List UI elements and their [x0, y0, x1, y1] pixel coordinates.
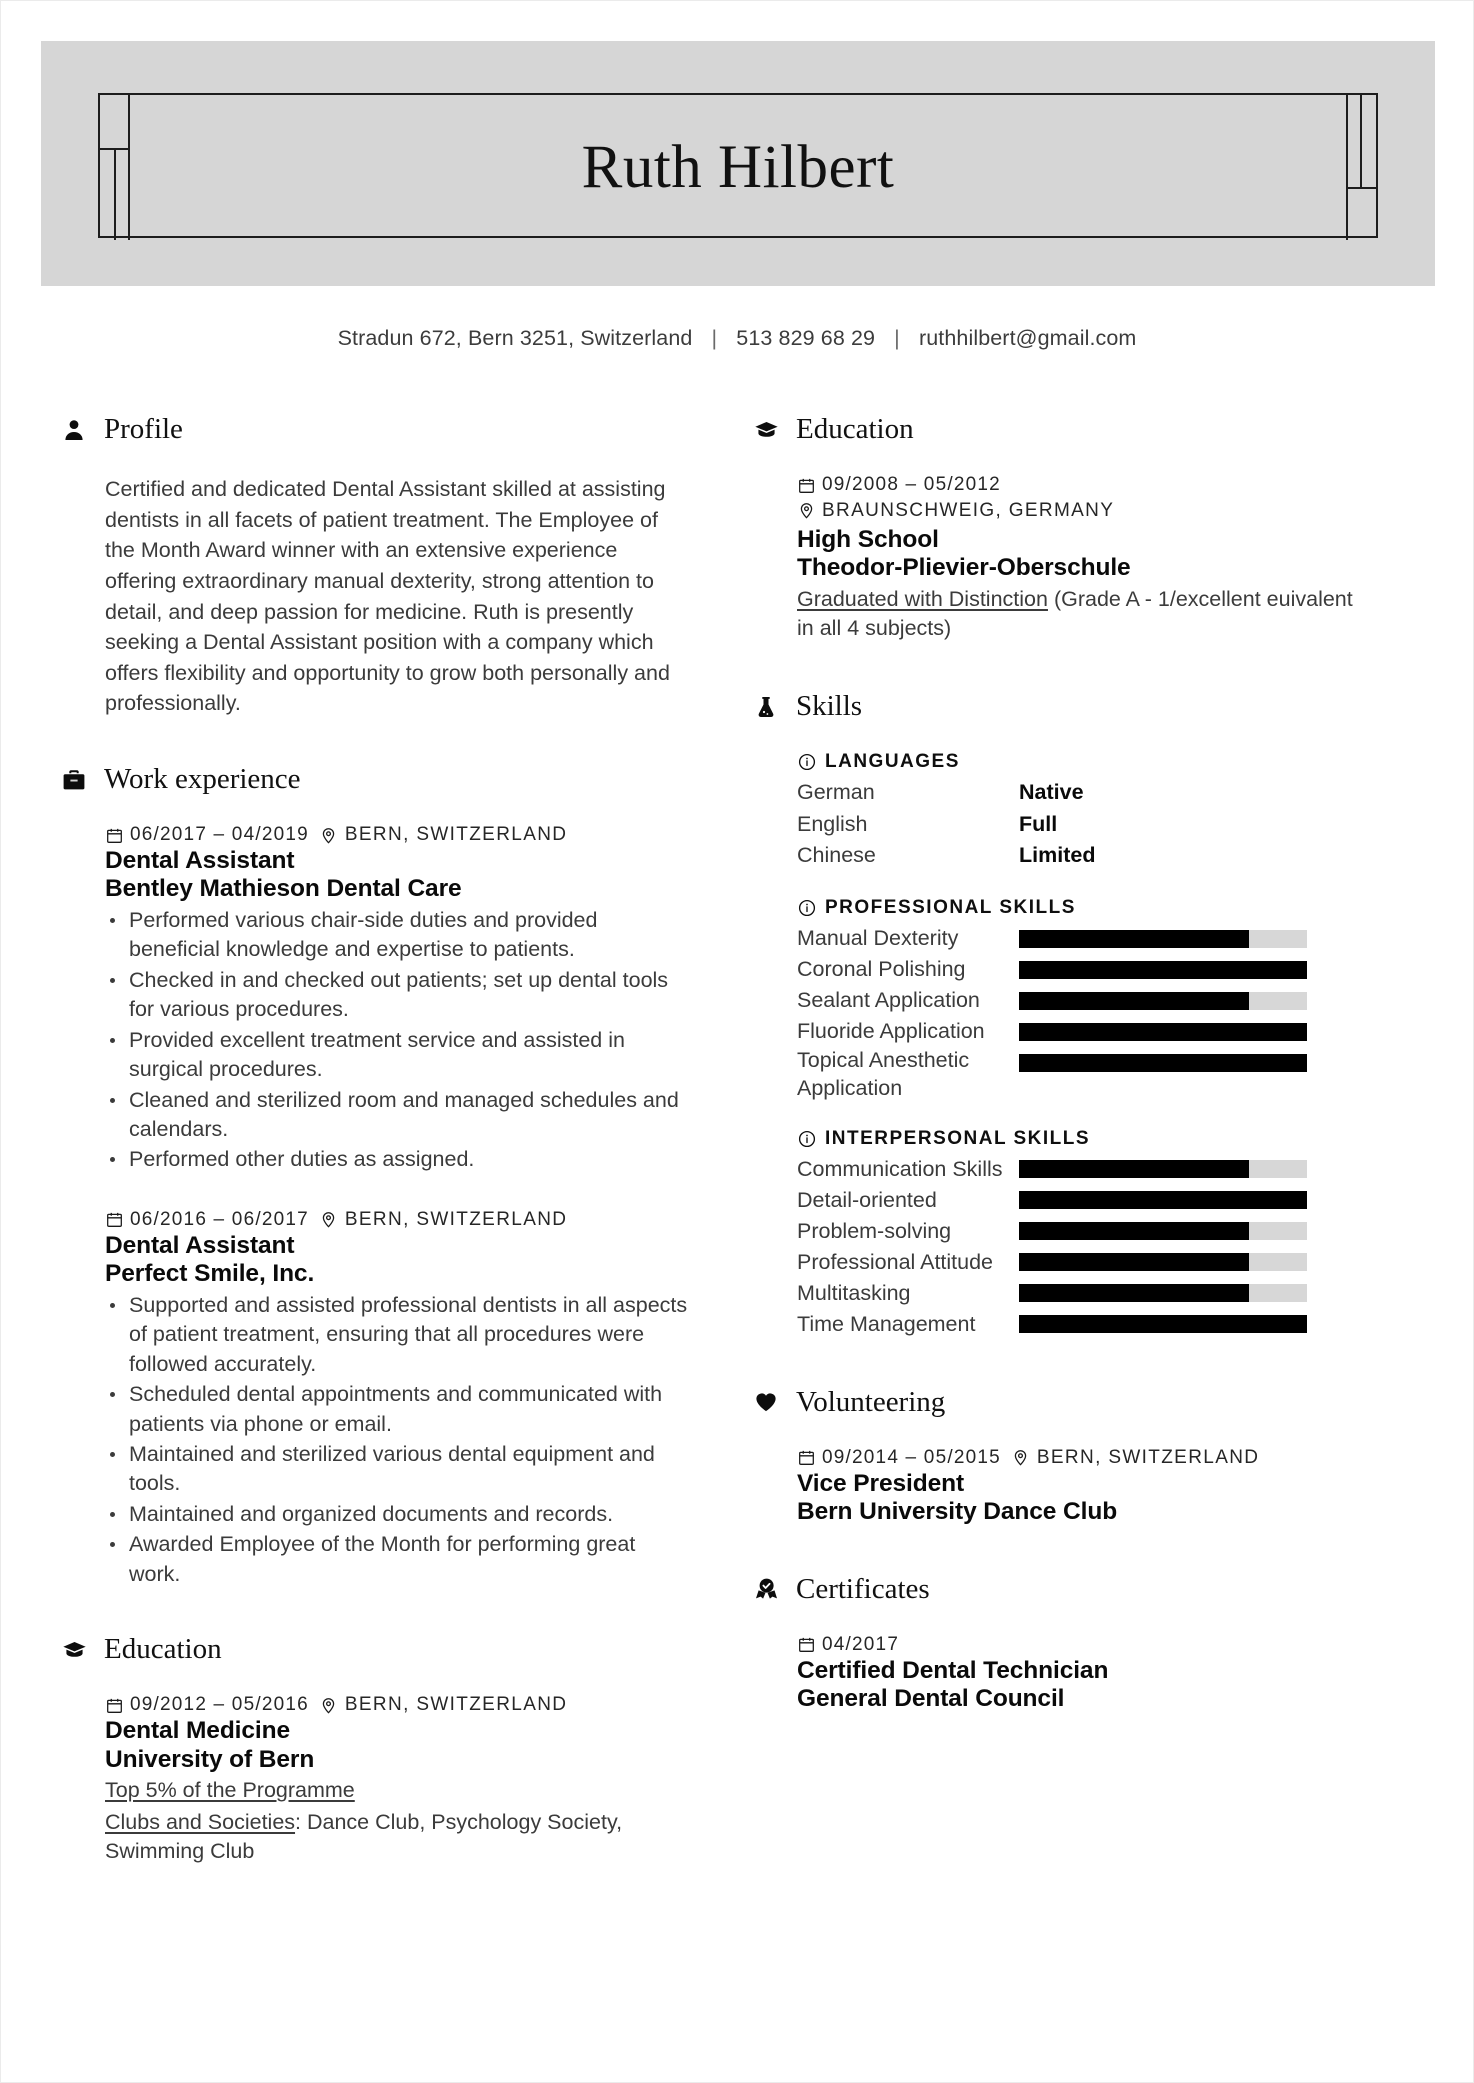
- calendar-icon: [797, 476, 815, 494]
- certificate-entry-meta: [797, 1634, 1373, 1656]
- section-skills: [753, 690, 1373, 1340]
- education-heading: Education: [104, 1633, 222, 1666]
- skill-bar-row: [797, 1216, 1373, 1247]
- skill-bar-row: [797, 1047, 1373, 1102]
- work-entry-location: BERN, SWITZERLAND: [344, 1208, 568, 1230]
- skill-bar-track: [1019, 1284, 1307, 1302]
- candidate-name: Ruth Hilbert: [581, 134, 895, 201]
- skill-bar-track: [1019, 1191, 1307, 1209]
- skill-bar-row: [797, 1154, 1373, 1185]
- work-entry-meta: [105, 824, 691, 846]
- profile-heading-row: [61, 413, 691, 446]
- skill-bar-row: [797, 1016, 1373, 1047]
- info-icon: [797, 1129, 816, 1148]
- skill-name: Coronal Polishing: [797, 957, 966, 982]
- language-name: English: [797, 811, 868, 836]
- work-experience-heading: Work experience: [104, 763, 301, 795]
- skills-heading: Skills: [796, 690, 863, 723]
- location-meta: [797, 500, 1114, 522]
- info-icon: [797, 753, 816, 772]
- map-pin-icon: [320, 1211, 338, 1229]
- header-banner: [41, 41, 1435, 286]
- section-profile: [61, 413, 691, 719]
- volunteering-entry-meta: [797, 1447, 1373, 1469]
- contact-line: [1, 326, 1473, 351]
- language-name: Chinese: [797, 842, 876, 867]
- skill-bar-row: [797, 1278, 1373, 1309]
- flask-icon: [753, 694, 779, 720]
- volunteering-entry-location: BERN, SWITZERLAND: [1036, 1446, 1260, 1468]
- skill-bar-fill: [1019, 1315, 1307, 1333]
- work-entry-meta: [105, 1209, 691, 1231]
- certificate-entry-date: 04/2017: [822, 1633, 900, 1655]
- date-meta: [797, 1447, 1001, 1469]
- education-entry-date: 09/2012 – 05/2016: [130, 1694, 309, 1716]
- skill-name: Fluoride Application: [797, 1019, 985, 1044]
- skill-bar-fill: [1019, 1054, 1307, 1072]
- education-body: [61, 1694, 691, 1867]
- map-pin-icon: [320, 1696, 338, 1714]
- skill-group-professional: [797, 897, 1373, 1102]
- skill-bar-track: [1019, 930, 1307, 948]
- date-meta: [105, 1694, 309, 1716]
- language-level: Limited: [1019, 842, 1096, 867]
- education-entry-title: High School: [797, 526, 939, 553]
- skill-bar-track: [1019, 1023, 1307, 1041]
- info-icon: [797, 899, 816, 918]
- education-entry-note-2: [105, 1808, 691, 1867]
- education-note-clubs-label: Clubs and Societies: [105, 1809, 296, 1834]
- certificate-entry-title: Certified Dental Technician: [797, 1656, 1109, 1684]
- skill-bar-fill: [1019, 930, 1249, 948]
- skill-name: Professional Attitude: [797, 1249, 994, 1274]
- work-entry-date: 06/2016 – 06/2017: [130, 1208, 309, 1230]
- date-meta: [105, 1209, 309, 1231]
- work-experience-heading-row: [61, 763, 691, 796]
- certificates-heading-row: [753, 1573, 1373, 1606]
- location-meta: [320, 1694, 567, 1716]
- skill-name: Detail-oriented: [797, 1187, 937, 1212]
- work-entry: [105, 824, 691, 1175]
- skill-bar-fill: [1019, 1253, 1249, 1271]
- date-meta: [797, 1634, 899, 1656]
- work-entry-title: Dental Assistant: [105, 847, 295, 874]
- skill-name: Communication Skills: [797, 1156, 1003, 1181]
- education-entry-organization: University of Bern: [105, 1745, 315, 1773]
- contact-phone[interactable]: 513 829 68 29: [736, 326, 876, 350]
- language-name: German: [797, 780, 875, 805]
- bullet-item: Scheduled dental appointments and communicated with patients via phone or email.: [105, 1380, 691, 1439]
- work-experience-body: [61, 824, 691, 1589]
- skill-bar-fill: [1019, 1160, 1249, 1178]
- skill-bar-fill: [1019, 1023, 1307, 1041]
- professional-label-row: [797, 897, 1373, 919]
- skill-bar-fill: [1019, 1284, 1249, 1302]
- education-body: [753, 474, 1373, 644]
- person-icon: [61, 417, 87, 443]
- work-entry-date: 06/2017 – 04/2019: [130, 824, 309, 845]
- bullet-item: Supported and assisted professional dentists in all aspects of patient treatment, ensuring that all procedures were followed accurately.: [105, 1291, 691, 1379]
- skills-body: [753, 751, 1373, 1340]
- contact-address: Stradun 672, Bern 3251, Switzerland: [337, 326, 693, 350]
- education-entry-meta: [105, 1694, 691, 1716]
- volunteering-entry-date: 09/2014 – 05/2015: [822, 1446, 1001, 1468]
- language-row: [797, 777, 1373, 808]
- volunteering-entry-title: Vice President: [797, 1469, 965, 1497]
- location-meta: [320, 824, 567, 846]
- certificate-entry-organization: General Dental Council: [797, 1685, 1065, 1713]
- skill-group-languages: [797, 751, 1373, 871]
- skill-group-interpersonal: [797, 1128, 1373, 1340]
- skill-name: Topical Anesthetic Application: [797, 1048, 970, 1100]
- education-heading: Education: [796, 413, 914, 445]
- skill-bar-fill: [1019, 992, 1249, 1010]
- certificates-heading: Certificates: [796, 1572, 930, 1605]
- bullet-item: Maintained and sterilized various dental equipment and tools.: [105, 1440, 691, 1499]
- calendar-icon: [105, 826, 123, 844]
- section-volunteering: [753, 1386, 1373, 1527]
- skill-bar-track: [1019, 992, 1307, 1010]
- bullet-item: Provided excellent treatment service and assisted in surgical procedures.: [105, 1026, 691, 1085]
- work-entry-organization: Bentley Mathieson Dental Care: [105, 875, 462, 903]
- location-meta: [320, 1209, 567, 1231]
- calendar-icon: [105, 1696, 123, 1714]
- education-entry-date: 09/2008 – 05/2012: [822, 474, 1001, 495]
- education-entry-organization: Theodor-Plievier-Oberschule: [797, 554, 1131, 582]
- profile-body: [61, 474, 691, 719]
- bullet-item: Cleaned and sterilized room and managed schedules and calendars.: [105, 1086, 691, 1145]
- certificates-body: [753, 1634, 1373, 1714]
- section-work-experience: [61, 763, 691, 1589]
- skill-bar-row: [797, 1247, 1373, 1278]
- professional-skills-label: PROFESSIONAL SKILLS: [825, 897, 1076, 919]
- language-level: Native: [1019, 780, 1084, 805]
- skill-bar-row: [797, 1185, 1373, 1216]
- location-meta: [1012, 1447, 1259, 1469]
- contact-separator-2: |: [894, 326, 900, 350]
- education-note-distinction: Graduated with Distinction: [797, 586, 1048, 611]
- education-heading-row: [61, 1633, 691, 1666]
- skill-bar-fill: [1019, 961, 1307, 979]
- date-meta: [105, 824, 309, 846]
- work-entry: [105, 1209, 691, 1589]
- interpersonal-skills-label: INTERPERSONAL SKILLS: [825, 1127, 1091, 1149]
- map-pin-icon: [1012, 1449, 1030, 1467]
- skill-bar-fill: [1019, 1222, 1249, 1240]
- bullet-item: Maintained and organized documents and records.: [105, 1500, 691, 1529]
- education-entry-note-1: [105, 1776, 691, 1806]
- work-entry-location: BERN, SWITZERLAND: [344, 824, 568, 845]
- skill-bar-track: [1019, 1315, 1307, 1333]
- education-entry-title: Dental Medicine: [105, 1717, 291, 1745]
- language-row: [797, 809, 1373, 840]
- skill-name: Problem-solving: [797, 1218, 952, 1243]
- education-note-clubs-value: : Dance Club, Psychology Society, Swimming Club: [105, 1809, 623, 1864]
- skills-heading-row: [753, 690, 1373, 723]
- education-entry-meta: [797, 474, 1373, 525]
- education-entry: [797, 474, 1373, 644]
- language-level: Full: [1019, 811, 1058, 836]
- languages-label: LANGUAGES: [825, 751, 960, 773]
- section-certificates: [753, 1573, 1373, 1714]
- certificate-entry: [797, 1634, 1373, 1714]
- bullet-item: Performed other duties as assigned.: [105, 1145, 691, 1174]
- work-entry-title: Dental Assistant: [105, 1231, 295, 1259]
- education-note-detail: (Grade A - 1/excellent euivalent in all 4 subjects): [797, 586, 1353, 641]
- education-heading-row: [753, 413, 1373, 446]
- skill-name: Multitasking: [797, 1280, 911, 1305]
- volunteering-entry: [797, 1447, 1373, 1527]
- bullet-item: Awarded Employee of the Month for performing great work.: [105, 1530, 691, 1589]
- skill-bar-row: [797, 1309, 1373, 1340]
- heart-icon: [753, 1389, 779, 1415]
- section-education-right: [753, 413, 1373, 644]
- briefcase-icon: [61, 767, 87, 793]
- education-note-achievement: Top 5% of the Programme: [105, 1778, 355, 1803]
- interpersonal-label-row: [797, 1128, 1373, 1150]
- calendar-icon: [797, 1449, 815, 1467]
- left-column: [61, 413, 691, 1867]
- skill-name: Sealant Application: [797, 988, 980, 1013]
- award-badge-icon: [753, 1576, 779, 1602]
- profile-heading: Profile: [104, 413, 183, 445]
- education-entry: [105, 1694, 691, 1867]
- skill-bar-row: [797, 954, 1373, 985]
- graduation-cap-icon: [61, 1637, 87, 1663]
- skill-bar-row: [797, 923, 1373, 954]
- language-row: [797, 840, 1373, 871]
- date-meta: [797, 474, 1001, 496]
- skill-name: Time Management: [797, 1311, 976, 1336]
- education-entry-location: BRAUNSCHWEIG, GERMANY: [822, 499, 1115, 521]
- skill-bar-row: [797, 985, 1373, 1016]
- map-pin-icon: [797, 502, 815, 520]
- contact-separator-1: |: [711, 326, 718, 350]
- name-frame: [98, 93, 1378, 238]
- skill-bar-track: [1019, 961, 1307, 979]
- contact-email[interactable]: ruthhilbert@gmail.com: [918, 326, 1137, 350]
- skill-bar-track: [1019, 1253, 1307, 1271]
- bullet-item: Checked in and checked out patients; set up dental tools for various procedures.: [105, 966, 691, 1025]
- volunteering-heading-row: [753, 1386, 1373, 1419]
- section-education-left: [61, 1633, 691, 1867]
- work-entry-bullets: [105, 906, 691, 1175]
- volunteering-heading: Volunteering: [796, 1385, 946, 1418]
- map-pin-icon: [320, 826, 338, 844]
- work-entry-bullets: [105, 1291, 691, 1590]
- education-entry-location: BERN, SWITZERLAND: [344, 1694, 568, 1716]
- work-entry-organization: Perfect Smile, Inc.: [105, 1260, 315, 1288]
- calendar-icon: [105, 1211, 123, 1229]
- bullet-item: Performed various chair-side duties and provided beneficial knowledge and expertise to patients.: [105, 906, 691, 965]
- graduation-cap-icon: [753, 417, 779, 443]
- profile-summary-text: Certified and dedicated Dental Assistant skilled at assisting dentists in all facets of patient treatment. The Employee of the Month Award winner with an extensive experience offering extraordinary manual dexterity, strong attention to detail, and deep passion for medicine. Ruth is presently seeking a Dental Assistant position with a company which offers flexibility and opportunity to grow both personally and professionally.: [105, 477, 670, 716]
- volunteering-entry-organization: Bern University Dance Club: [797, 1498, 1118, 1526]
- right-column: [753, 413, 1373, 1713]
- skill-bar-track: [1019, 1054, 1307, 1072]
- volunteering-body: [753, 1447, 1373, 1527]
- skill-name: Manual Dexterity: [797, 926, 959, 951]
- skill-bar-track: [1019, 1160, 1307, 1178]
- skill-bar-fill: [1019, 1191, 1307, 1209]
- languages-label-row: [797, 751, 1373, 773]
- skill-bar-track: [1019, 1222, 1307, 1240]
- calendar-icon: [797, 1636, 815, 1654]
- education-entry-note: [797, 585, 1373, 644]
